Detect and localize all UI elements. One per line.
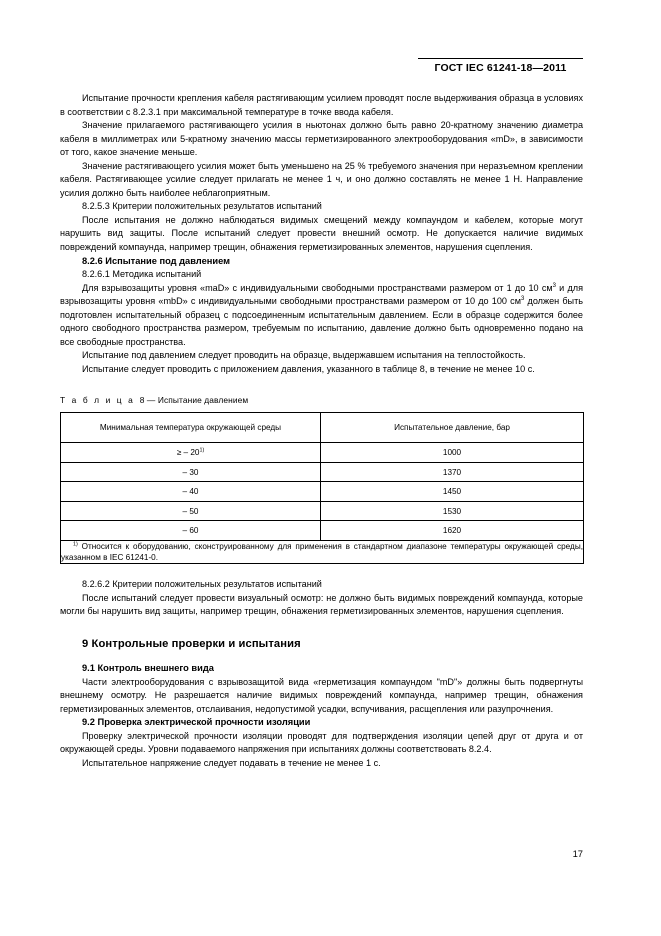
paragraph-9-2-dielectric-test: Проверку электрической прочности изоляции проводят для подтверждения изоляции цепей друг от друга и от окружающей среды. Уровни подаваемого напряжения при испытаниях должны соответствовать 8.2.4.	[60, 730, 583, 755]
clause-8-2-6-2-heading: 8.2.6.2 Критерии положительных результатов испытаний	[82, 579, 322, 590]
temperature-value: ≥ – 20	[176, 448, 200, 458]
footnote-reference-marker: 1)	[73, 541, 78, 548]
table-footnote-row	[61, 540, 584, 563]
cell-temperature: – 30	[61, 462, 321, 482]
cell-temperature: – 60	[61, 521, 321, 541]
cell-pressure: 1530	[321, 501, 584, 521]
table-8-caption	[60, 394, 583, 406]
method-text-part-2: и для взрывозащиты уровня «mbD» с индивидуальными свободными пространствами размером от 10 до 100 см	[60, 282, 583, 307]
cell-pressure: 1370	[321, 462, 584, 482]
paragraph-pressure-duration: Испытание следует проводить с приложением давления, указанного в таблице 8, в течение не менее 10 с.	[82, 363, 535, 374]
table-header-row	[61, 413, 584, 443]
paragraph-cable-pull-test: Испытание прочности крепления кабеля растягивающим усилием проводят после выдерживания образца в условиях в соответствии с 8.2.3.1 при максимальной температуре в точке ввода кабеля.	[60, 93, 583, 117]
document-body	[60, 92, 583, 770]
method-text-part-1: Для взрывозащиты уровня «maD» с индивидуальными свободными пространствами размером от 1 до 10 см	[82, 282, 553, 293]
footnote-body-text: Относится к оборудованию, сконструированному для применения в стандартном диапазоне температуры окружающей среды, указанном в IEC 61241-0.	[61, 541, 583, 563]
paragraph-heat-resistance-sample: Испытание под давлением следует проводить на образце, выдержавшем испытания на теплостойкость.	[82, 350, 526, 361]
page-number: 17	[572, 848, 583, 859]
column-header-pressure: Испытательное давление, бар	[321, 413, 584, 443]
footnote-paragraph	[61, 541, 583, 563]
pressure-test-table	[60, 412, 584, 564]
paragraph-pull-force-reduction: Значение растягивающего усилия может быть уменьшено на 25 % требуемого значения при неразъемном креплении кабеля. Растягивающее усилие следует прилагать не менее 1 ч, и оно должно составлять не менее 1 Н. Направление усилия должно быть наиболее неблагоприятным.	[60, 160, 583, 198]
running-header	[418, 58, 583, 74]
section-9-heading: 9 Контрольные проверки и испытания	[82, 638, 301, 651]
method-text-part-3: должен быть подготовлен испытательный образец с подсоединенным испытательным давлением. Если в образце содержится более одного свободного пространства размером, требуемым по испытанию, давление должно быть одновременно подано на все свободные пространства.	[60, 296, 583, 347]
table-row	[61, 482, 584, 502]
paragraph-9-1-visual-inspection: Части электрооборудования с взрывозащитой вида «герметизация компаундом "mD"» должны быть подвергнуты внешнему осмотру. Не разрешается наличие видимых повреждений компаунда, например трещин, обнажения герметизированных элементов, отслаивания, недопустимой усадки, вспучивания, расщепления или разупрочнения.	[60, 676, 583, 714]
table-caption-label: Т а б л и ц а	[60, 395, 135, 406]
column-header-temperature: Минимальная температура окружающей среды	[61, 413, 321, 443]
clause-8-2-6-heading: 8.2.6 Испытание под давлением	[82, 255, 231, 266]
table-row	[61, 462, 584, 482]
header-divider	[418, 58, 583, 59]
table-row	[61, 521, 584, 541]
table-caption-title: Испытание давлением	[157, 395, 249, 406]
table-row	[61, 443, 584, 463]
clause-8-2-5-3-heading: 8.2.5.3 Критерии положительных результатов испытаний	[82, 201, 322, 212]
paragraph-test-voltage-duration: Испытательное напряжение следует подавать в течение не менее 1 с.	[82, 757, 381, 768]
cell-pressure: 1620	[321, 521, 584, 541]
paragraph-8-2-6-2-criteria: После испытаний следует провести визуальный осмотр: не должно быть видимых повреждений компаунда, которые могли бы нарушить вид защиты, например трещин, обнажения герметизированных элементов, нарушения сцепления.	[60, 592, 583, 617]
cm-cubed-superscript-2: 3	[520, 296, 525, 303]
paragraph-pull-force-value: Значение прилагаемого растягивающего усилия в ньютонах должно быть равно 20-кратному значению диаметра кабеля в миллиметрах или 5-кратному значению массы герметизированного электрооборудования «mD», в зависимости от того, какое значение меньше.	[60, 120, 583, 158]
footnote-marker-icon: 1)	[199, 447, 205, 454]
table-caption-number: 8	[139, 395, 145, 406]
table-caption-dash: —	[146, 395, 156, 406]
clause-9-1-heading: 9.1 Контроль внешнего вида	[82, 663, 214, 674]
cm-cubed-superscript-1: 3	[552, 282, 556, 289]
cell-pressure: 1000	[321, 443, 584, 463]
clause-8-2-6-1-heading: 8.2.6.1 Методика испытаний	[82, 269, 202, 280]
table-head	[61, 413, 584, 443]
cell-temperature: – 50	[61, 501, 321, 521]
cell-pressure: 1450	[321, 482, 584, 502]
table-row	[61, 501, 584, 521]
table-body	[61, 443, 584, 564]
paragraph-8-2-5-3-criteria: После испытания не должно наблюдаться видимых смещений между компаундом и кабелем, которые могут нарушить вид защиты. После испытаний следует провести внешний осмотр. Не допускается наличие видимых повреждений компаунда, например трещин, обнажения герметизированных элементов, нарушения сцепления.	[60, 214, 583, 253]
table-footnote	[61, 540, 584, 563]
standard-title: ГОСТ IEC 61241-18—2011	[434, 62, 567, 74]
cell-temperature	[61, 443, 321, 463]
clause-9-2-heading: 9.2 Проверка электрической прочности изоляции	[82, 717, 311, 728]
cell-temperature: – 40	[61, 482, 321, 502]
paragraph-8-2-6-1-method	[60, 282, 583, 350]
